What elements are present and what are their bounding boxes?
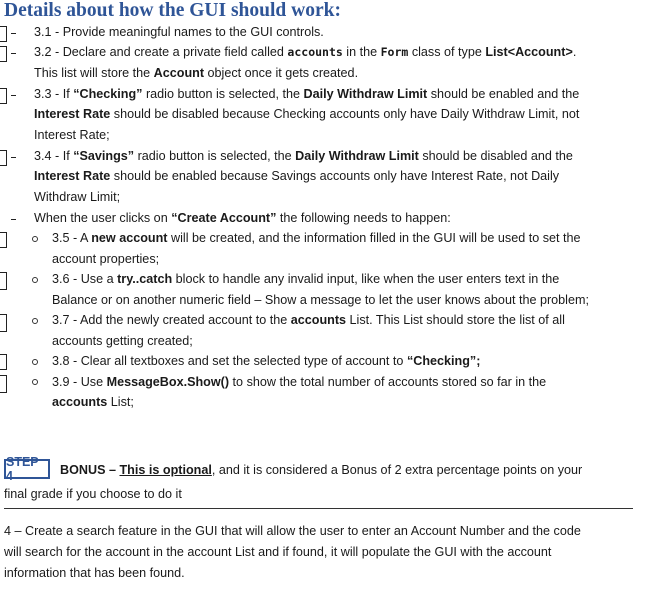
bullet-dash [11,95,16,96]
item-3-2-line1: 3.2 - Declare and create a private field called accounts in the Form class of type List<Account>. [34,45,577,59]
margin-bracket [0,26,7,42]
item-3-4-line2: Interest Rate should be enabled because Savings accounts only have Interest Rate, not Daily [34,169,560,183]
margin-bracket [0,272,7,290]
item-3-1: 3.1 - Provide meaningful names to the GUI controls. [34,25,324,39]
item-3-5-line2: account properties; [52,252,160,266]
margin-bracket [0,232,7,248]
item-3-3-line2: Interest Rate should be disabled because Checking accounts only have Daily Withdraw Limit, not [34,107,580,121]
margin-bracket [0,88,7,104]
bullet-dash [11,53,16,54]
bullet-circle [32,236,38,242]
item-3-3-line3: Interest Rate; [34,128,110,142]
item-3-2-line2: This list will store the Account object once it gets created. [34,66,359,80]
item-3-6-line2: Balance or on another numeric field – Show a message to let the user knows about the problem; [52,293,589,307]
item-3-6-line1: 3.6 - Use a try..catch block to handle any invalid input, like when the user enters text in the [52,272,560,286]
item-4-line2: will search for the account in the account List and if found, it will populate the GUI with the account [4,545,552,559]
bullet-circle [32,379,38,385]
item-3-9-line1: 3.9 - Use MessageBox.Show() to show the total number of accounts stored so far in the [52,375,547,389]
margin-bracket [0,354,7,370]
step-4-badge: STEP 4 [4,459,50,479]
bonus-line2: final grade if you choose to do it [4,487,182,501]
bullet-circle [32,318,38,324]
item-3-5-line1: 3.5 - A new account will be created, and the information filled in the GUI will be used to set the [52,231,581,245]
item-4-line1: 4 – Create a search feature in the GUI that will allow the user to enter an Account Number and the code [4,524,581,538]
page-title: Details about how the GUI should work: [4,0,341,21]
bullet-dash [11,33,16,34]
item-4-line3: information that has been found. [4,566,185,580]
margin-bracket [0,375,7,393]
create-account-intro: When the user clicks on “Create Account” the following needs to happen: [34,211,451,225]
bullet-dash [11,157,16,158]
section-divider [4,508,633,509]
bonus-line1: BONUS – This is optional, and it is considered a Bonus of 2 extra percentage points on your [60,463,583,477]
item-3-4-line1: 3.4 - If “Savings” radio button is selected, the Daily Withdraw Limit should be disabled and the [34,149,573,163]
item-3-3-line1: 3.3 - If “Checking” radio button is selected, the Daily Withdraw Limit should be enabled and the [34,87,580,101]
margin-bracket [0,314,7,332]
item-3-8: 3.8 - Clear all textboxes and set the selected type of account to “Checking”; [52,354,481,368]
item-3-4-line3: Withdraw Limit; [34,190,121,204]
bullet-circle [32,277,38,283]
item-3-7-line1: 3.7 - Add the newly created account to the accounts List. This List should store the list of all [52,313,565,327]
item-3-7-line2: accounts getting created; [52,334,193,348]
margin-bracket [0,46,7,62]
bullet-circle [32,359,38,365]
margin-bracket [0,150,7,166]
bullet-dash [11,219,16,220]
item-3-9-line2: accounts List; [52,395,134,409]
